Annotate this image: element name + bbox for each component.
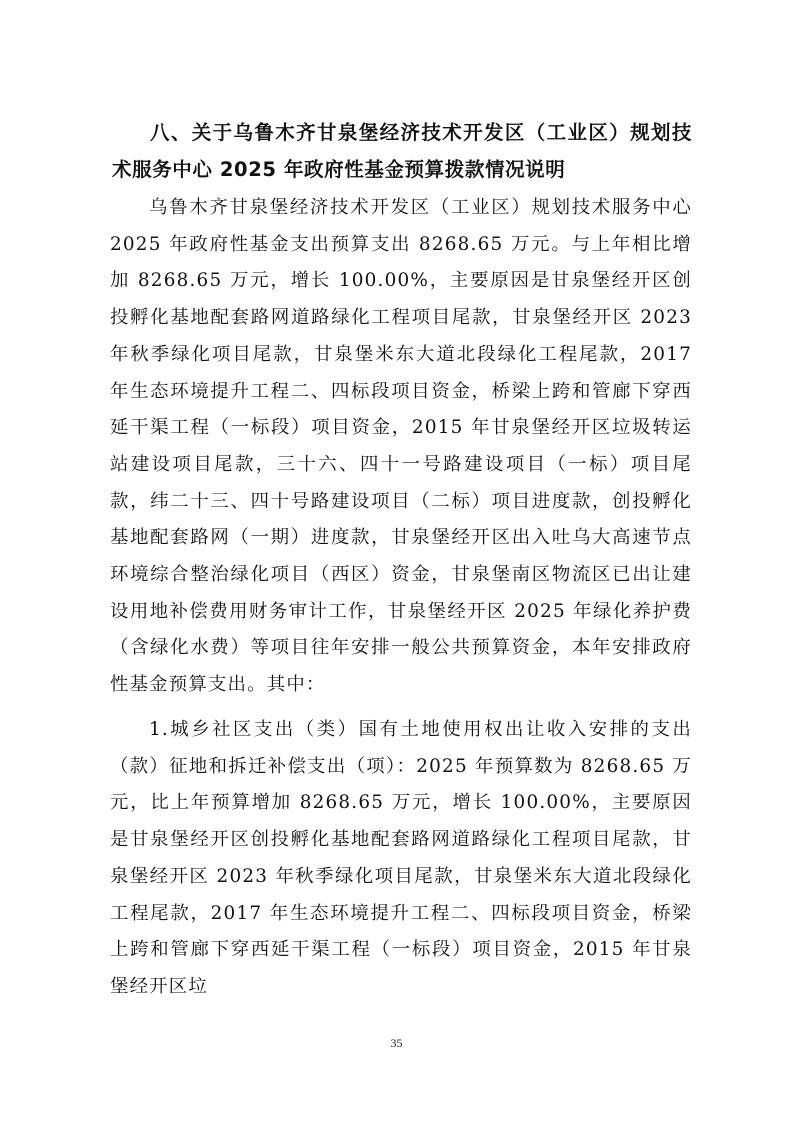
- page-number: 35: [390, 1036, 403, 1050]
- body-paragraph-1: 乌鲁木齐甘泉堡经济技术开发区（工业区）规划技术服务中心 2025 年政府性基金支出预算支出 8268.65 万元。与上年相比增加 8268.65 万元，增长 100.00%，主要原因是甘泉堡经开区创投孵化基地配套路网道路绿化工程项目尾款，甘泉堡经开区 2023 年秋季绿化项目尾款，甘泉堡米东大道北段绿化工程尾款，2017 年生态环境提升工程二、四标段项目资金，桥梁上跨和管廊下穿西延干渠工程（一标段）项目资金，2015 年甘泉堡经开区垃圾转运站建设项目尾款，三十六、四十一号路建设项目（一标）项目尾款，纬二十三、四十号路建设项目（二标）项目进度款，创投孵化基地配套路网（一期）进度款，甘泉堡经开区出入吐乌大高速节点环境综合整治绿化项目（西区）资金，甘泉堡南区物流区已出让建设用地补偿费用财务审计工作，甘泉堡经开区 2025 年绿化养护费（含绿化水费）等项目往年安排一般公共预算资金，本年安排政府性基金预算支出。其中：: [110, 197, 692, 696]
- body-paragraph-2: 1.城乡社区支出（类）国有土地使用权出让收入安排的支出（款）征地和拆迁补偿支出（项）：2025 年预算数为 8268.65 万元，比上年预算增加 8268.65 万元，增长 100.00%，主要原因是甘泉堡经开区创投孵化基地配套路网道路绿化工程项目尾款，甘泉堡经开区 2023 年秋季绿化项目尾款，甘泉堡米东大道北段绿化工程尾款，2017 年生态环境提升工程二、四标段项目资金，桥梁上跨和管廊下穿西延干渠工程（一标段）项目资金，2015 年甘泉堡经开区垃: [110, 719, 692, 997]
- section-heading: 八、关于乌鲁木齐甘泉堡经济技术开发区（工业区）规划技术服务中心 2025 年政府性基金预算拨款情况说明: [112, 121, 692, 181]
